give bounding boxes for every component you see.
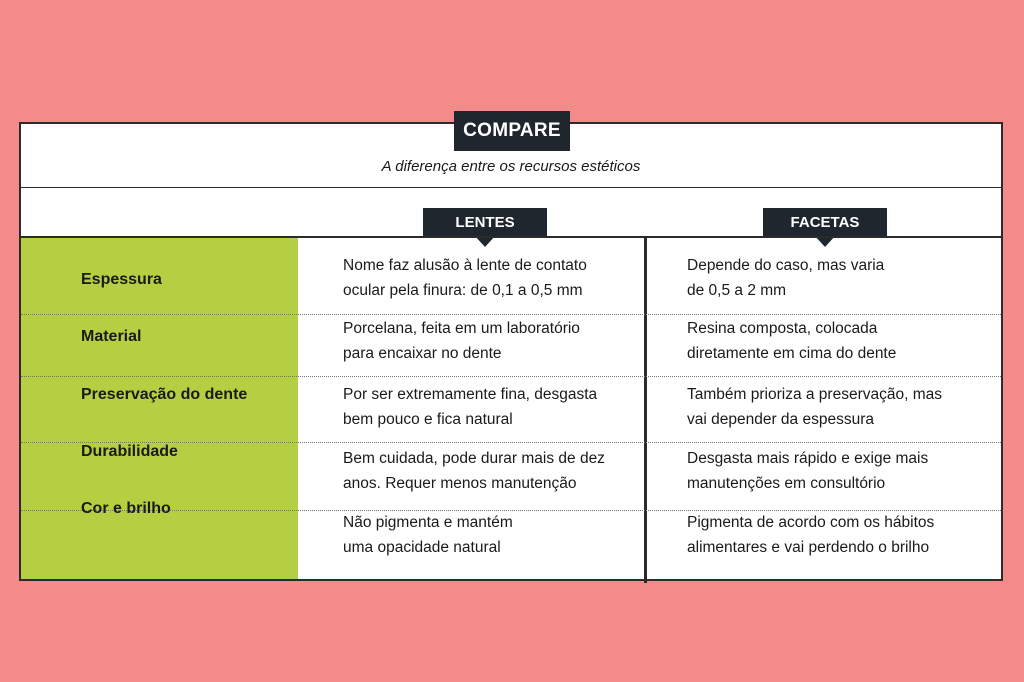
cell-line: Nome faz alusão à lente de contato: [343, 257, 587, 274]
row-label-durabilidade: Durabilidade: [81, 443, 178, 460]
cell-line: de 0,5 a 2 mm: [687, 282, 787, 299]
cell-line: Não pigmenta e mantém: [343, 514, 513, 531]
table-cell-facetas: [687, 253, 977, 303]
cell-line: Por ser extremamente fina, desgasta: [343, 386, 598, 403]
table-cell-lentes: [343, 316, 633, 366]
cell-line: Porcelana, feita em um laboratório: [343, 320, 580, 337]
cell-line: Depende do caso, mas varia: [687, 257, 885, 274]
cell-line: Também prioriza a preservação, mas: [687, 386, 942, 403]
cell-line: alimentares e vai perdendo o brilho: [687, 539, 930, 556]
cell-line: Pigmenta de acordo com os hábitos: [687, 514, 935, 531]
comparison-card: [19, 122, 1003, 581]
cell-line: manutenções em consultório: [687, 475, 886, 492]
cell-line: anos. Requer menos manutenção: [343, 475, 577, 492]
table-cell-lentes: [343, 446, 633, 496]
row-separator: [21, 376, 1001, 377]
cell-line: bem pouco e fica natural: [343, 411, 513, 428]
title-badge: COMPARE: [454, 111, 570, 151]
column-divider: [644, 238, 647, 583]
table-cell-facetas: [687, 382, 977, 432]
table-cell-lentes: [343, 382, 633, 432]
row-label-cor-brilho: Cor e brilho: [81, 500, 171, 517]
column-header-facetas: FACETAS: [763, 208, 887, 236]
cell-line: para encaixar no dente: [343, 345, 502, 362]
table-cell-facetas: [687, 510, 977, 560]
row-separator: [21, 314, 1001, 315]
row-label-material: Material: [81, 328, 142, 345]
row-label-column: [21, 238, 298, 579]
row-label-preservacao: Preservação do dente: [81, 386, 248, 403]
cell-line: diretamente em cima do dente: [687, 345, 897, 362]
table-cell-lentes: [343, 510, 633, 560]
cell-line: Resina composta, colocada: [687, 320, 878, 337]
cell-line: vai depender da espessura: [687, 411, 874, 428]
row-label-espessura: Espessura: [81, 271, 162, 288]
cell-line: Bem cuidada, pode durar mais de dez: [343, 450, 605, 467]
cell-line: Desgasta mais rápido e exige mais: [687, 450, 929, 467]
cell-line: ocular pela finura: de 0,1 a 0,5 mm: [343, 282, 583, 299]
cell-line: uma opacidade natural: [343, 539, 501, 556]
table-top-rule: [21, 236, 1001, 238]
column-header-lentes: LENTES: [423, 208, 547, 236]
table-cell-lentes: [343, 253, 633, 303]
subtitle: A diferença entre os recursos estéticos: [381, 158, 641, 175]
table-cell-facetas: [687, 446, 977, 496]
header-divider: [21, 187, 1001, 188]
table-cell-facetas: [687, 316, 977, 366]
